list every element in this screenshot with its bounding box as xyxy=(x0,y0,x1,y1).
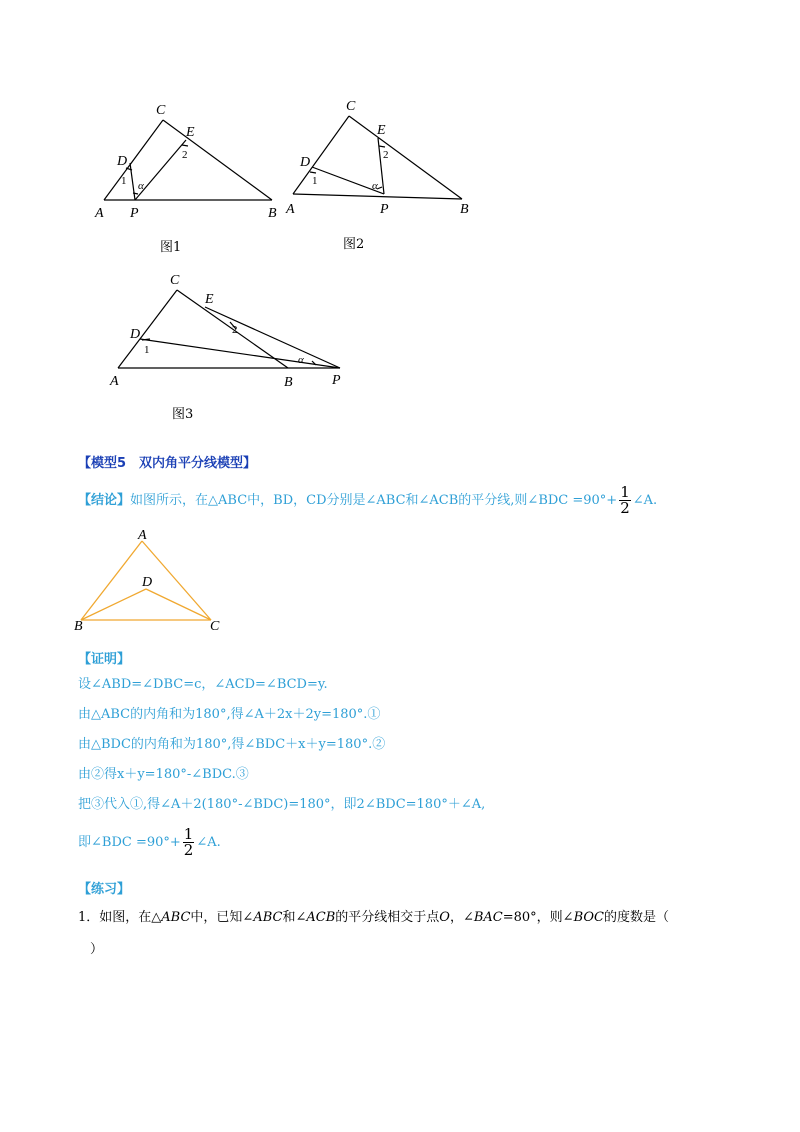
q1-triangle-name: ABC xyxy=(161,910,191,925)
q1-text: 的度数是（ xyxy=(603,910,669,925)
fig2-label-a: A xyxy=(286,202,295,217)
q1-text: 1．如图，在△ xyxy=(78,910,162,925)
fraction-numerator: 1 xyxy=(620,483,630,501)
fig2-label-p: P xyxy=(380,202,389,217)
fig1-angle-alpha: α xyxy=(138,180,144,192)
fraction-numerator: 1 xyxy=(183,825,194,843)
segment-cd xyxy=(146,589,211,620)
fig2-label-c: C xyxy=(346,99,356,114)
fig2-angle-alpha: α xyxy=(372,180,378,192)
fig2-label-d: D xyxy=(300,155,311,170)
fig2-angle-2: 2 xyxy=(383,149,389,161)
proof-line-1: 设∠ABD=∠DBC=c，∠ACD=∠BCD=y. xyxy=(78,677,328,692)
fig3-label-p: P xyxy=(332,373,341,388)
proof-line-3: 由△BDC的内角和为180°,得∠BDC＋x＋y=180°.② xyxy=(78,737,386,752)
question-1-line-1 xyxy=(78,906,669,925)
fig3-label-a: A xyxy=(110,374,119,389)
segment-bd xyxy=(81,589,146,620)
diagram-label-c: C xyxy=(210,619,220,634)
model5-heading: 【模型5 双内角平分线模型】 xyxy=(78,456,257,471)
diagram-label-a: A xyxy=(138,528,147,543)
fig1-caption: 图1 xyxy=(160,240,182,255)
fig3-caption: 图3 xyxy=(172,407,194,422)
q1-text: 中，已知∠ xyxy=(190,910,254,925)
segment-ab xyxy=(81,541,142,620)
proof-line-4: 由②得x＋y=180°-∠BDC.③ xyxy=(78,767,249,782)
q1-angle-boc: BOC xyxy=(573,910,604,925)
fig3-angle-2: 2 xyxy=(232,324,238,336)
fig2-label-e: E xyxy=(377,123,386,138)
fig1-label-d: D xyxy=(117,154,128,169)
fig1-angle-1: 1 xyxy=(121,175,127,187)
diagram-label-b: B xyxy=(74,619,83,634)
fig3-angle-1: 1 xyxy=(144,344,150,356)
practice-tag: 【练习】 xyxy=(78,882,131,897)
proof-final-fraction xyxy=(183,827,195,858)
fig2-angle-1: 1 xyxy=(312,175,318,187)
q1-text: 和∠ xyxy=(282,910,307,925)
fig1-label-a: A xyxy=(95,206,104,221)
proof-final-prefix: 即∠BDC =90°+ xyxy=(78,835,181,850)
q1-angle-acb: ACB xyxy=(306,910,336,925)
fig3-label-d: D xyxy=(130,327,141,342)
q1-angle-bac: BAC xyxy=(473,910,503,925)
fig2-caption: 图2 xyxy=(343,237,365,252)
conclusion-tag: 【结论】 xyxy=(78,493,131,508)
conclusion-text: 如图所示，在△ABC中，BD，CD分别是∠ABC和∠ACB的平分线,则∠BDC =90°+ xyxy=(130,493,618,508)
question-1-line-2: ） xyxy=(90,942,104,957)
fig1-label-b: B xyxy=(268,206,277,221)
fig2-label-b: B xyxy=(460,202,469,217)
fig3-label-c: C xyxy=(170,273,180,288)
diagram-label-d: D xyxy=(142,575,153,590)
proof-line-2: 由△ABC的内角和为180°,得∠A＋2x＋2y=180°.① xyxy=(78,707,381,722)
proof-tag: 【证明】 xyxy=(78,652,131,667)
proof-final-tail: ∠A. xyxy=(196,835,221,850)
fig3-angle-alpha: α xyxy=(298,354,304,366)
fig1-label-e: E xyxy=(186,125,195,140)
fig1-angle-2: 2 xyxy=(182,149,188,161)
fig3-label-e: E xyxy=(205,292,214,307)
fig3-label-b: B xyxy=(284,375,293,390)
fraction-denominator: 2 xyxy=(620,499,630,517)
proof-line-5: 把③代入①,得∠A＋2(180°-∠BDC)=180°，即2∠BDC=180°＋∠A, xyxy=(78,797,486,812)
fig1-label-p: P xyxy=(130,206,139,221)
proof-final-line xyxy=(78,825,221,861)
q1-text: 的平分线相交于点 xyxy=(335,910,440,925)
q1-text: ，∠ xyxy=(449,910,474,925)
conclusion-tail: ∠A. xyxy=(632,493,658,508)
q1-angle-abc: ABC xyxy=(253,910,283,925)
segment-ac xyxy=(142,541,211,620)
q1-text: =80°，则∠ xyxy=(502,910,574,925)
q1-point-o: O xyxy=(439,910,450,925)
fraction-denominator: 2 xyxy=(183,841,194,859)
fig1-label-c: C xyxy=(156,103,166,118)
